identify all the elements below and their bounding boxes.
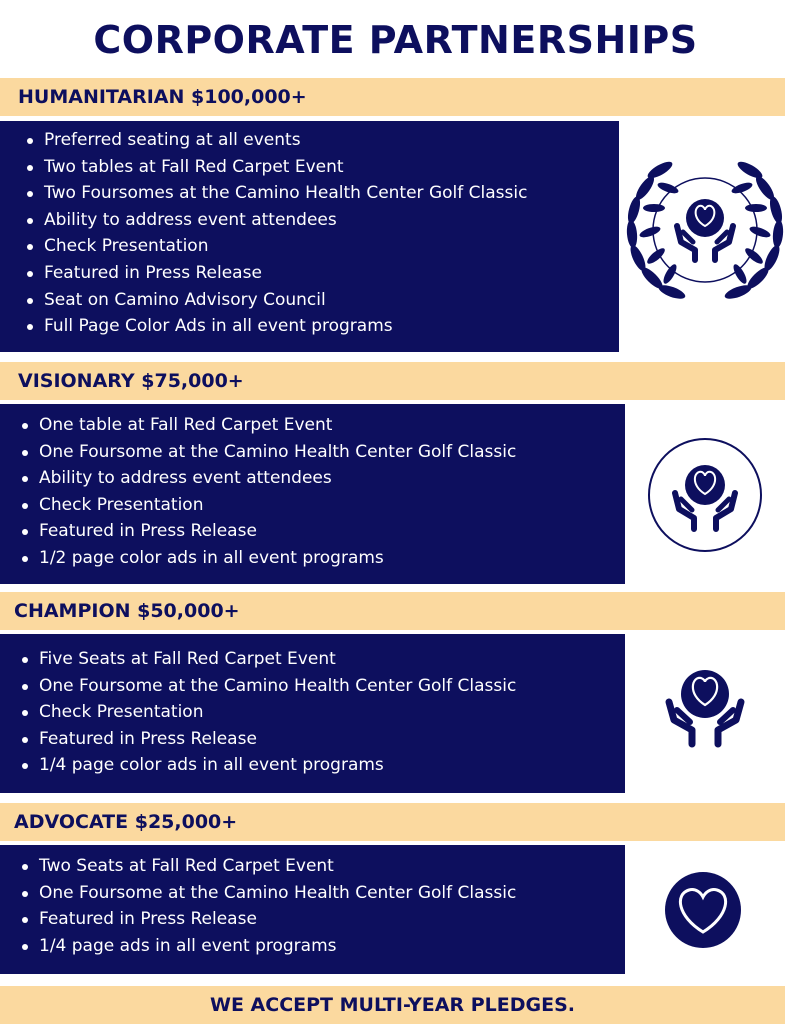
list-item: 1/2 page color ads in all event programs xyxy=(39,545,516,572)
tier-label: HUMANITARIAN $100,000+ xyxy=(18,86,307,108)
list-item: Ability to address event attendees xyxy=(39,465,516,492)
list-item: Preferred seating at all events xyxy=(44,127,527,154)
list-item: One Foursome at the Camino Health Center Golf Classic xyxy=(39,673,516,700)
benefits-panel-champion xyxy=(0,634,625,793)
list-item: Seat on Camino Advisory Council xyxy=(44,287,527,314)
footer-banner: WE ACCEPT MULTI-YEAR PLEDGES. xyxy=(0,986,785,1024)
list-item: Featured in Press Release xyxy=(39,518,516,545)
page-title: CORPORATE PARTNERSHIPS xyxy=(93,18,698,62)
list-item: 1/4 page ads in all event programs xyxy=(39,933,516,960)
benefits-panel-visionary xyxy=(0,404,625,584)
list-item: One Foursome at the Camino Health Center Golf Classic xyxy=(39,880,516,907)
tier-label: VISIONARY $75,000+ xyxy=(18,370,244,392)
list-item: Check Presentation xyxy=(39,699,516,726)
tier-header-visionary xyxy=(0,362,785,400)
circled-heart-hands-icon xyxy=(645,435,765,555)
list-item: Featured in Press Release xyxy=(39,726,516,753)
tier-header-champion xyxy=(0,592,785,630)
list-item: Two tables at Fall Red Carpet Event xyxy=(44,154,527,181)
heart-hands-icon xyxy=(660,660,750,760)
list-item: Check Presentation xyxy=(39,492,516,519)
benefits-panel-advocate xyxy=(0,845,625,974)
tier-label: ADVOCATE $25,000+ xyxy=(14,811,238,833)
list-item: 1/4 page color ads in all event programs xyxy=(39,752,516,779)
list-item: Ability to address event attendees xyxy=(44,207,527,234)
list-item: Full Page Color Ads in all event programs xyxy=(44,313,527,340)
list-item: Featured in Press Release xyxy=(39,906,516,933)
list-item: Five Seats at Fall Red Carpet Event xyxy=(39,646,516,673)
tier-label: CHAMPION $50,000+ xyxy=(14,600,240,622)
list-item: One table at Fall Red Carpet Event xyxy=(39,412,516,439)
list-item: Check Presentation xyxy=(44,233,527,260)
list-item: One Foursome at the Camino Health Center Golf Classic xyxy=(39,439,516,466)
tier-header-humanitarian xyxy=(0,78,785,116)
list-item: Two Foursomes at the Camino Health Center Golf Classic xyxy=(44,180,527,207)
list-item: Featured in Press Release xyxy=(44,260,527,287)
list-item: Two Seats at Fall Red Carpet Event xyxy=(39,853,516,880)
tier-header-advocate xyxy=(0,803,785,841)
laurel-heart-hands-icon xyxy=(620,150,790,310)
heart-icon xyxy=(663,870,743,950)
benefits-panel-humanitarian xyxy=(0,121,619,352)
